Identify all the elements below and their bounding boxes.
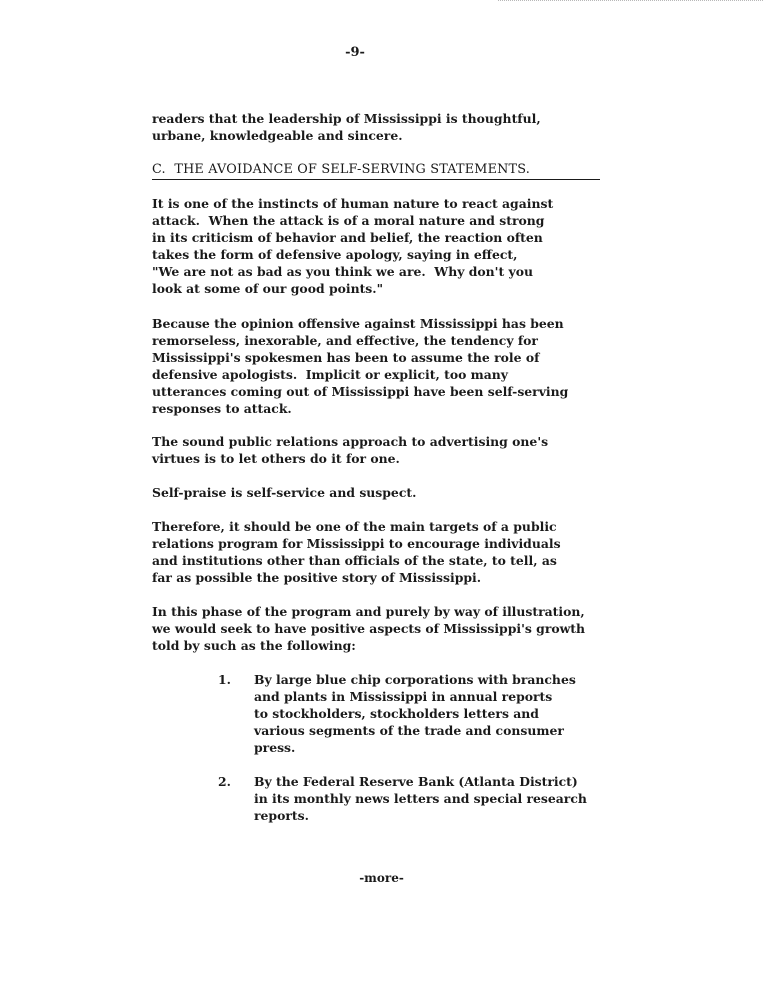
list-item-number: 2.	[218, 774, 231, 789]
paragraph-public-relations: The sound public relations approach to advertising one's virtues is to let others do it for one.	[152, 434, 549, 466]
continuation-marker: -more-	[359, 871, 404, 885]
paragraph-instincts: It is one of the instincts of human nature to react against attack. When the attack is of a moral nature and strong in its criticism of behavior and belief, the reaction often takes the form of defensive apology, saying in effect, "We are not as bad as you think we are. Why don't you look at some of our good points."	[152, 196, 554, 296]
paragraph-self-praise: Self-praise is self-service and suspect.	[152, 485, 417, 500]
list-item-text: By the Federal Reserve Bank (Atlanta District) in its monthly news letters and special research reports.	[254, 774, 587, 823]
paragraph-illustration: In this phase of the program and purely by way of illustration, we would seek to have positive aspects of Mississippi's growth told by such as the following:	[152, 604, 586, 653]
paragraph-opinion-offensive: Because the opinion offensive against Mississippi has been remorseless, inexorable, and effective, the tendency for Mississippi's spokesmen has been to assume the role of defensive apologists. Implicit or explicit, too many utterances coming out of Mississippi have been self-serving responses to attack.	[152, 316, 569, 416]
scan-edge-dots	[498, 0, 763, 2]
paragraph-therefore: Therefore, it should be one of the main targets of a public relations program for Mississippi to encourage individuals and institutions other than officials of the state, to tell, as far as possible the positive story of Mississippi.	[152, 519, 561, 585]
section-heading: C. THE AVOIDANCE OF SELF-SERVING STATEMENTS.	[152, 161, 600, 180]
list-item-text: By large blue chip corporations with branches and plants in Mississippi in annual reports to stockholders, stockholders letters and various segments of the trade and consumer press.	[254, 672, 576, 755]
list-item-number: 1.	[218, 672, 231, 687]
page-number: -9-	[345, 45, 365, 60]
intro-paragraph: readers that the leadership of Mississippi is thoughtful, urbane, knowledgeable and sincere.	[152, 111, 541, 143]
